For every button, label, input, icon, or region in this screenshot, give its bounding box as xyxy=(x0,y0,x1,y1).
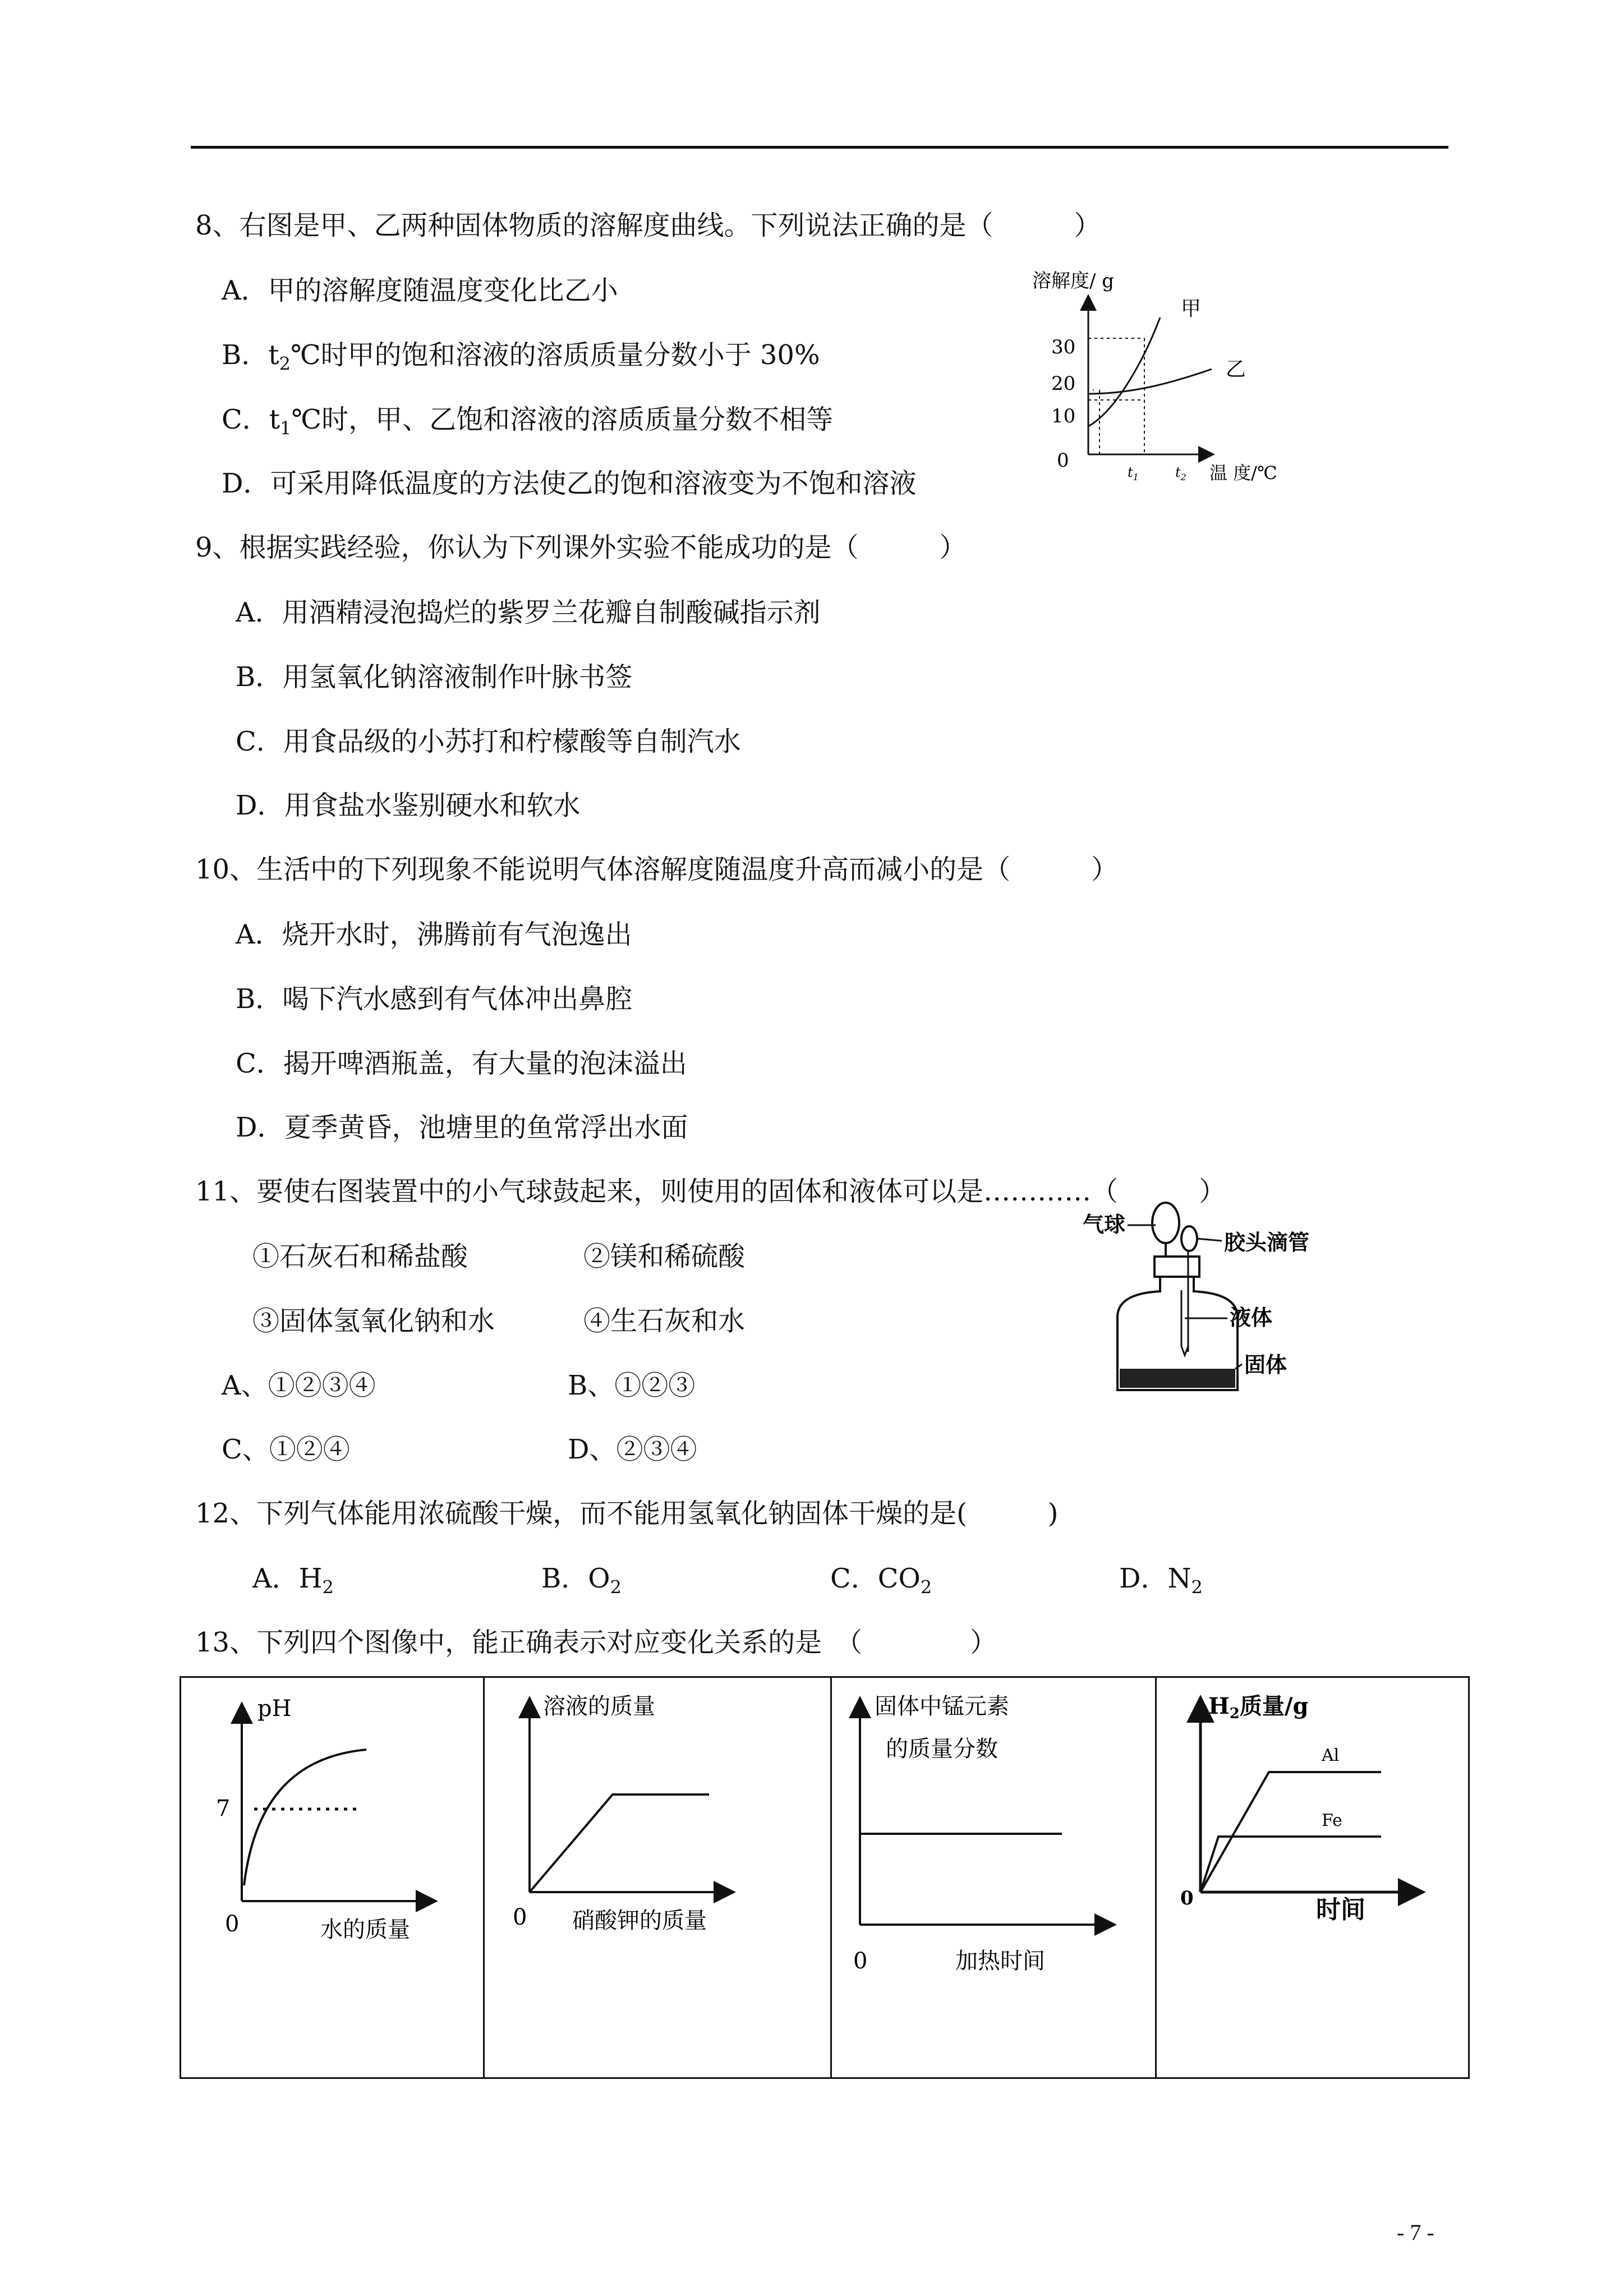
solubility-xlabel: 温 度/℃ xyxy=(1209,462,1277,484)
q8-option-d: D．可采用降低温度的方法使乙的饱和溶液变为不饱和溶液 xyxy=(222,468,917,499)
q11-option-d: D、②③④ xyxy=(568,1434,697,1465)
label-yi: 乙 xyxy=(1226,358,1246,381)
g2-ylabel: 溶液的质量 xyxy=(543,1694,655,1719)
q10-option-a: A．烧开水时，沸腾前有气泡逸出 xyxy=(236,919,632,950)
tick-origin: 0 xyxy=(1057,449,1069,472)
label-jia: 甲 xyxy=(1181,297,1202,320)
q9-stem: 9、根据实践经验，你认为下列课外实验不能成功的是（ ） xyxy=(195,532,967,563)
tick-20: 20 xyxy=(1051,372,1076,395)
graph-solution-mass xyxy=(485,1678,830,2077)
q8-option-c: C．$t_1℃$时，甲、乙饱和溶液的溶质质量分数不相等 xyxy=(222,404,834,439)
dropper-bulb xyxy=(1181,1226,1197,1251)
g4-xlabel: 时间 xyxy=(1316,1895,1365,1924)
q8-option-a: A．甲的溶解度随温度变化比乙小 xyxy=(222,275,618,306)
stopper xyxy=(1154,1257,1199,1277)
graph-h2-mass xyxy=(1157,1678,1468,2077)
label-solid: 固体 xyxy=(1244,1352,1287,1377)
label-dropper: 胶头滴管 xyxy=(1224,1230,1310,1255)
g4-label-fe: Fe xyxy=(1322,1811,1342,1830)
q10-stem: 10、生活中的下列现象不能说明气体溶解度随温度升高而减小的是（ ） xyxy=(195,854,1119,885)
curve-yi xyxy=(1088,369,1212,394)
g4-origin: 0 xyxy=(1180,1887,1194,1910)
g2-xlabel: 硝酸钾的质量 xyxy=(572,1908,707,1934)
q11-item-1: ①石灰石和稀盐酸 xyxy=(252,1241,468,1272)
label-liquid: 液体 xyxy=(1230,1305,1273,1330)
q8-option-b: B．$t_2℃$时甲的饱和溶液的溶质质量分数小于 30% xyxy=(222,339,820,375)
q9-option-a: A．用酒精浸泡捣烂的紫罗兰花瓣自制酸碱指示剂 xyxy=(236,597,821,628)
g4-ylabel: $H_2$质量/g xyxy=(1208,1693,1309,1722)
q12-option-b: B．$O_2$ xyxy=(541,1563,622,1598)
solubility-curve-figure xyxy=(1032,264,1313,499)
q12-option-a: A．$H_2$ xyxy=(252,1563,334,1598)
g4-al-line xyxy=(1200,1772,1381,1892)
q10-option-c: C．揭开啤酒瓶盖，有大量的泡沫溢出 xyxy=(236,1048,687,1079)
q11-option-b: B、①②③ xyxy=(568,1370,696,1401)
g3-ylabel-1: 固体中锰元素 xyxy=(875,1694,1009,1719)
graph-ph xyxy=(181,1678,483,2077)
q8-stem: 8、右图是甲、乙两种固体物质的溶解度曲线。下列说法正确的是（ ） xyxy=(195,210,1101,241)
q9-option-c: C．用食品级的小苏打和柠檬酸等自制汽水 xyxy=(236,726,741,757)
g3-xlabel: 加热时间 xyxy=(955,1948,1045,1974)
q10-option-b: B．喝下汽水感到有气体冲出鼻腔 xyxy=(236,983,633,1015)
q13-stem: 13、下列四个图像中，能正确表示对应变化关系的是 （ ） xyxy=(195,1627,997,1658)
label-balloon: 气球 xyxy=(1083,1212,1126,1237)
q9-option-d: D．用食盐水鉴别硬水和软水 xyxy=(236,790,581,821)
g1-ylabel: pH xyxy=(257,1696,292,1722)
solid-layer xyxy=(1120,1369,1235,1388)
q12-option-d: D．$N_2$ xyxy=(1119,1563,1203,1598)
g1-mark-7: 7 xyxy=(216,1796,231,1821)
solubility-ylabel: 溶解度/ g xyxy=(1032,270,1115,292)
q13-graph-table xyxy=(180,1676,1470,2079)
q11-option-a: A、①②③④ xyxy=(222,1370,376,1401)
page-number: - 7 - xyxy=(1397,2220,1434,2245)
balloon-shape xyxy=(1152,1203,1179,1243)
g1-xlabel: 水的质量 xyxy=(320,1917,410,1943)
header-rule xyxy=(191,146,1448,149)
q11-item-2: ②镁和稀硫酸 xyxy=(583,1241,746,1272)
g2-line xyxy=(530,1795,709,1892)
tick-t1: $t_1$ xyxy=(1128,464,1139,482)
g1-origin: 0 xyxy=(225,1911,240,1937)
graph-mn-fraction xyxy=(832,1678,1155,2077)
tick-30: 30 xyxy=(1051,336,1076,358)
q12-stem: 12、下列气体能用浓硫酸干燥，而不能用氢氧化钠固体干燥的是( ) xyxy=(195,1498,1059,1529)
q11-option-c: C、①②④ xyxy=(222,1434,350,1465)
g2-origin: 0 xyxy=(513,1904,527,1930)
g1-curve xyxy=(244,1750,366,1885)
q9-option-b: B．用氢氧化钠溶液制作叶脉书签 xyxy=(236,661,633,693)
tick-t2: $t_2$ xyxy=(1175,464,1186,482)
q11-item-3: ③固体氢氧化钠和水 xyxy=(252,1305,495,1337)
g4-label-al: Al xyxy=(1322,1746,1340,1765)
balloon-apparatus-figure xyxy=(1083,1167,1352,1402)
g3-ylabel-2: 的质量分数 xyxy=(886,1736,998,1762)
q12-option-c: C．$CO_2$ xyxy=(830,1563,932,1598)
q11-item-4: ④生石灰和水 xyxy=(583,1305,746,1337)
g3-origin: 0 xyxy=(853,1948,868,1974)
q10-option-d: D．夏季黄昏，池塘里的鱼常浮出水面 xyxy=(236,1112,688,1143)
q11-stem: 11、要使右图装置中的小气球鼓起来，则使用的固体和液体可以是…………（ ） xyxy=(195,1176,1226,1207)
tick-10: 10 xyxy=(1051,405,1076,427)
